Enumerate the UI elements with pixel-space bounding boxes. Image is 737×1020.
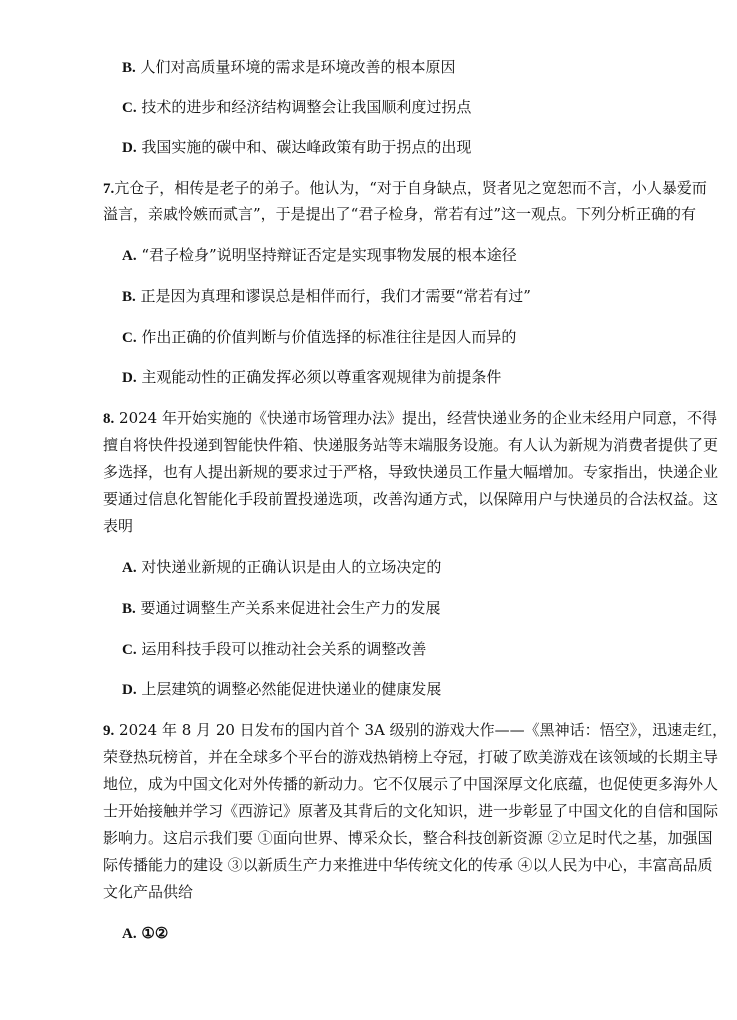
q8-option-a: A. 对快递业新规的正确认识是由人的立场决定的 xyxy=(122,558,442,576)
q8-stem-line-2: 擅自将快件投递到智能快件箱、快递服务站等末端服务设施。有人认为新规为消费者提供了更 xyxy=(103,436,719,454)
q8-stem-line-4: 要通过信息化智能化手段前置投递选项，改善沟通方式，以保障用户与快递员的合法权益。这 xyxy=(103,490,719,508)
q9-stem-line-6: 际传播能力的建设 ③以新质生产力来推进中华传统文化的传承 ④以人民为中心，丰富高品质 xyxy=(103,856,713,874)
q8-stem-line-1: 8. 2024 年开始实施的《快递市场管理办法》提出，经营快递业务的企业未经用户同意，不得 xyxy=(103,409,717,427)
q8-stem-line-5: 表明 xyxy=(103,517,134,535)
q8-stem-line-3: 多选择，也有人提出新规的要求过于严格，导致快递员工作量大幅增加。专家指出，快递企业 xyxy=(103,463,719,481)
q9-number: 9. xyxy=(103,723,115,739)
q9-stem-line-2: 荣登热玩榜首，并在全球多个平台的游戏热销榜上夺冠，打破了欧美游戏在该领域的长期主导 xyxy=(103,748,719,766)
q8-option-c: C. 运用科技手段可以推动社会关系的调整改善 xyxy=(122,640,427,658)
q7-stem-line-1: 7.亢仓子，相传是老子的弟子。他认为，“对于自身缺点，贤者见之宽恕而不言，小人暴爱而 xyxy=(103,179,707,197)
q8-number: 8. xyxy=(103,411,115,427)
q7-option-d: D. 主观能动性的正确发挥必须以尊重客观规律为前提条件 xyxy=(122,368,502,386)
q6-option-c: C. 技术的进步和经济结构调整会让我国顺利度过拐点 xyxy=(122,98,472,116)
q7-number: 7. xyxy=(103,181,115,197)
q7-stem-line-2: 溢言，亲戚怜嫉而贰言”，于是提出了“君子检身，常若有过”这一观点。下列分析正确的有 xyxy=(103,205,697,223)
q9-stem-line-4: 士开始接触并学习《西游记》原著及其背后的文化知识，进一步彰显了中国文化的自信和国际 xyxy=(103,802,719,820)
q7-option-b: B. 正是因为真理和谬误总是相伴而行，我们才需要“常若有过” xyxy=(122,287,531,305)
q9-stem-line-5: 影响力。这启示我们要 ①面向世界、博采众长，整合科技创新资源 ②立足时代之基，加强国 xyxy=(103,829,713,847)
q7-option-c: C. 作出正确的价值判断与价值选择的标准往往是因人而异的 xyxy=(122,328,517,346)
q6-option-b: B. 人们对高质量环境的需求是环境改善的根本原因 xyxy=(122,58,456,76)
q8-option-b: B. 要通过调整生产关系来促进社会生产力的发展 xyxy=(122,599,441,617)
q6-option-d: D. 我国实施的碳中和、碳达峰政策有助于拐点的出现 xyxy=(122,138,472,156)
q9-stem-line-7: 文化产品供给 xyxy=(103,883,194,901)
q9-stem-line-1: 9. 2024 年 8 月 20 日发布的国内首个 3A 级别的游戏大作——《黑神话：悟空》，迅速走红， xyxy=(103,721,728,739)
q9-stem-line-3: 地位，成为中国文化对外传播的新动力。它不仅展示了中国深厚文化底蕴，也促使更多海外人 xyxy=(103,775,719,793)
q9-option-a: A. ①② xyxy=(122,926,169,942)
q7-option-a: A. “君子检身”说明坚持辩证否定是实现事物发展的根本途径 xyxy=(122,246,517,264)
q8-option-d: D. 上层建筑的调整必然能促进快递业的健康发展 xyxy=(122,680,442,698)
